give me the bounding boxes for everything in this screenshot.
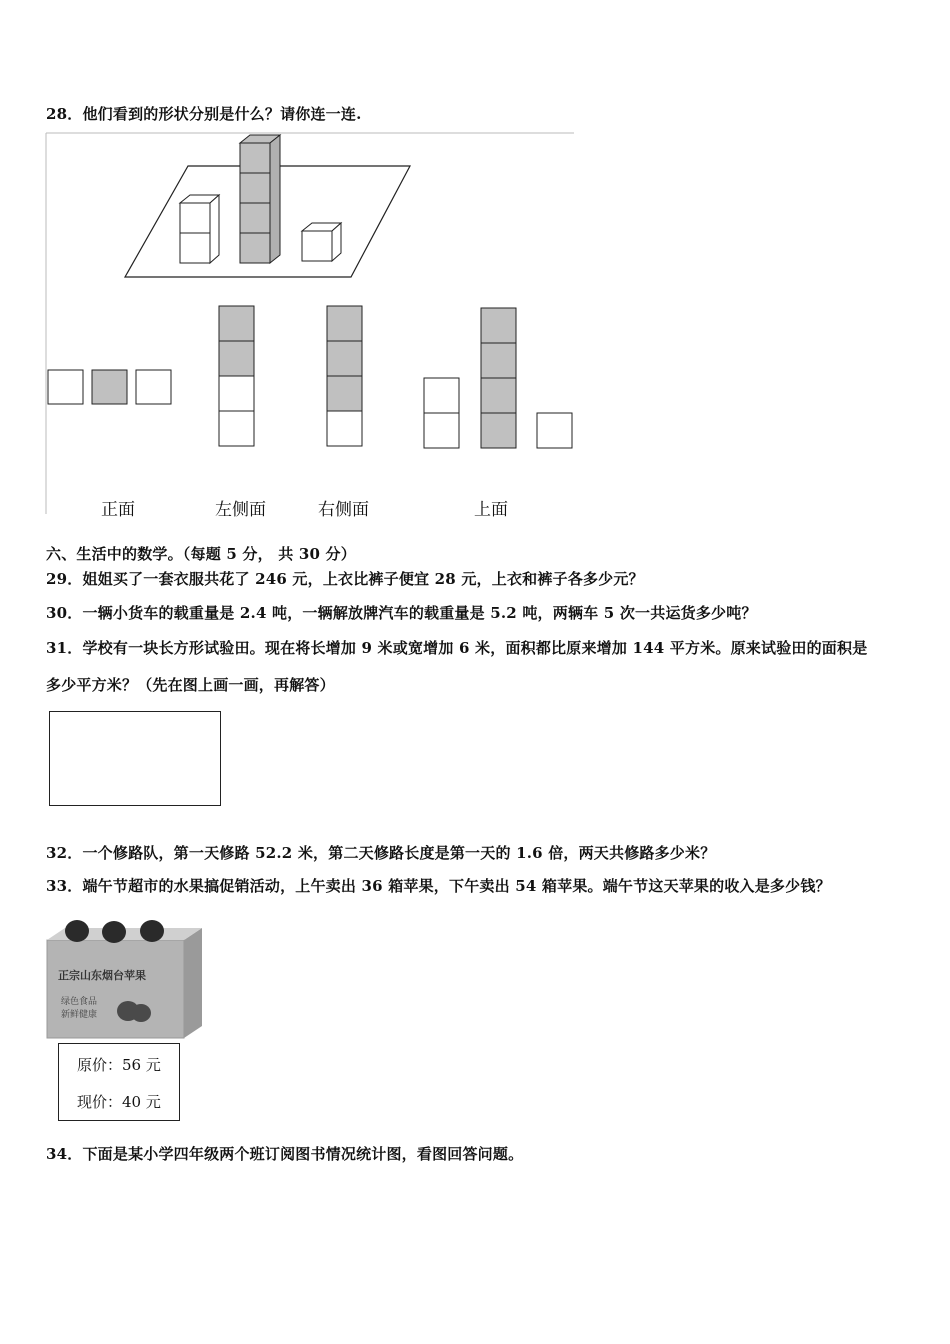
price-tag	[58, 1043, 180, 1121]
gray-tower-stack	[240, 135, 280, 263]
section-6-heading: 六、生活中的数学。（每题 5 分， 共 30 分）	[46, 545, 356, 563]
question-29: 29．姐姐买了一套衣服共花了 246 元，上衣比裤子便宜 28 元，上衣和裤子各多少元？	[46, 570, 644, 588]
question-31-line2: 多少平方米？（先在图上画一画，再解答）	[46, 676, 335, 694]
label-front: 正面	[101, 500, 135, 520]
apple-box-slogan-2: 新鲜健康	[61, 1010, 98, 1020]
apple-box-slogan-1: 绿色食品	[61, 997, 98, 1007]
question-30: 30．一辆小货车的载重量是 2.4 吨，一辆解放牌汽车的载重量是 5.2 吨，两辆车 5 次一共运货多少吨？	[46, 604, 757, 622]
apple-icon	[65, 920, 164, 943]
current-price: 现价：40 元	[77, 1093, 161, 1111]
view-option-right-side	[327, 306, 362, 446]
original-price: 原价：56 元	[77, 1056, 161, 1074]
apple-box-picture	[0, 0, 220, 1050]
view-option-top	[424, 308, 572, 448]
question-33: 33．端午节超市的水果搞促销活动，上午卖出 36 箱苹果，下午卖出 54 箱苹果。端午节这天苹果的收入是多少钱？	[46, 877, 831, 895]
label-left-side: 左侧面	[215, 500, 266, 520]
label-right-side: 右侧面	[318, 500, 369, 520]
view-option-left-side	[219, 306, 254, 446]
question-28: 28．他们看到的形状分别是什么？请你连一连.	[46, 105, 362, 123]
question-32: 32．一个修路队，第一天修路 52.2 米，第二天修路长度是第一天的 1.6 倍，两天共修路多少米？	[46, 844, 716, 862]
question-31-line1: 31．学校有一块长方形试验田。现在将长增加 9 米或宽增加 6 米，面积都比原来增加 144 平方米。原来试验田的面积是	[46, 639, 868, 657]
label-top: 上面	[474, 500, 508, 520]
question-34: 34．下面是某小学四年级两个班订阅图书情况统计图，看图回答问题。	[46, 1145, 524, 1163]
apple-box-brand: 正宗山东烟台苹果	[58, 969, 146, 982]
right-white-cube	[302, 223, 341, 261]
